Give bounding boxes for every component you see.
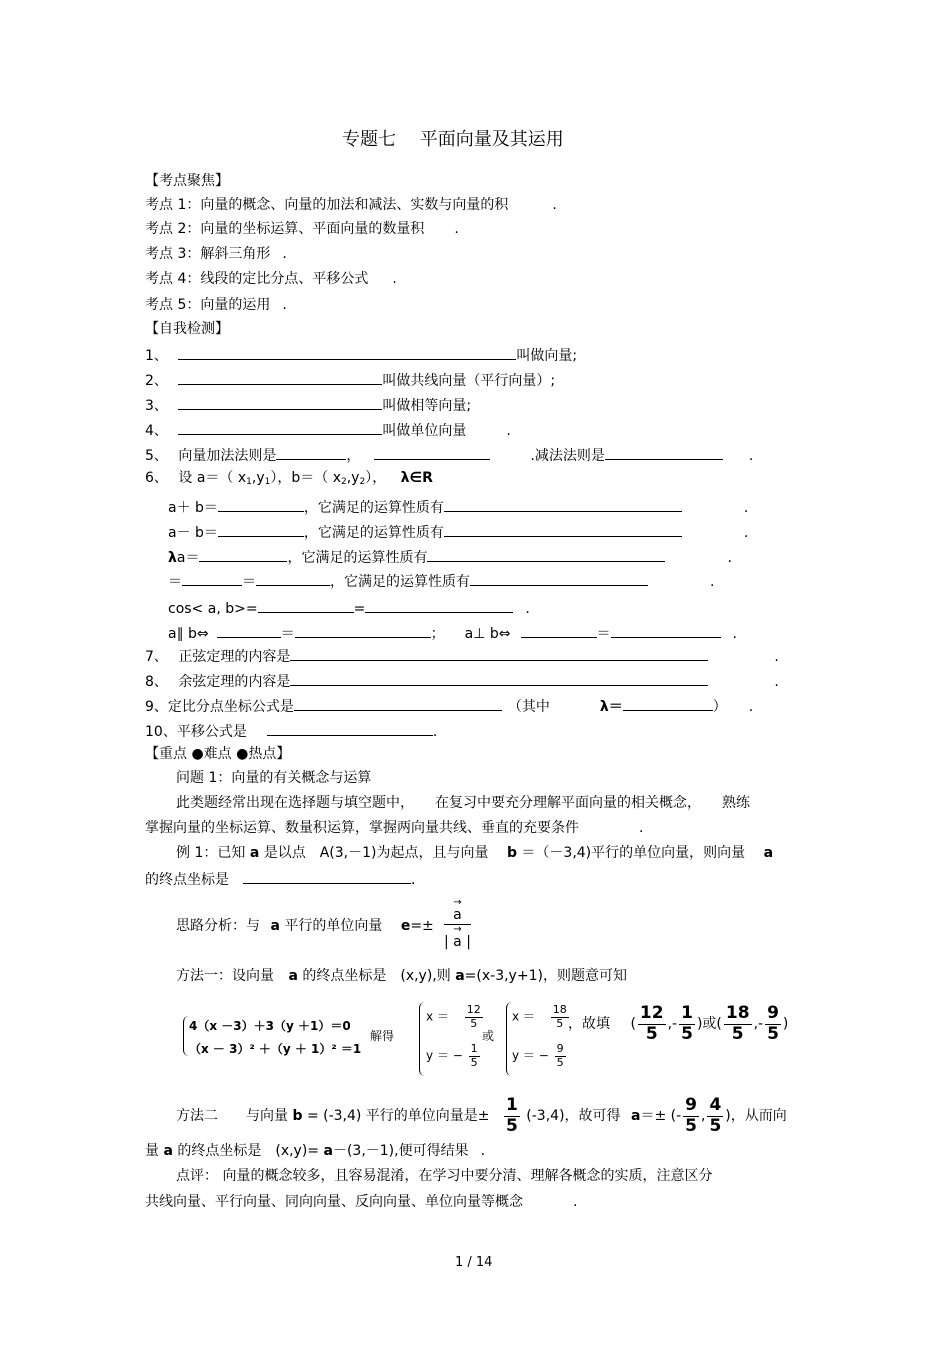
comment-line-1: 点评： 向量的概念较多，且容易混淆，在学习中要分清、理解各概念的实质，注意区分 [176, 1168, 713, 1184]
selfcheck-q2 [145, 372, 555, 388]
focus-item-2: 考点 2：向量的坐标运算、平面向量的数量积 . [145, 221, 459, 237]
blank [258, 600, 354, 613]
blank [444, 524, 682, 537]
fraction [765, 1004, 781, 1044]
frac-num: 18 [725, 1003, 750, 1023]
frac-num: 1 [506, 1095, 518, 1115]
q-text: ，它满足的运算性质有 [303, 525, 444, 541]
selfcheck-q6: 6、 设 a＝（ $x_1,y_1$），b＝（ $x_2,y_2$）， λ∈R [145, 470, 433, 487]
blank [521, 625, 597, 638]
blank [470, 573, 648, 586]
blank [267, 723, 433, 736]
q-text: ），b＝（ x [270, 470, 341, 486]
frac-num: 9 [556, 1042, 564, 1055]
fraction [683, 1096, 699, 1136]
blank [178, 422, 382, 435]
frac-den: 5 [556, 1016, 564, 1030]
frac-num: 12 [466, 1003, 481, 1016]
comment-line-2: 共线向量、平行向量、同向向量、反向向量、单位向量等概念 . [145, 1194, 578, 1210]
lambda-symbol: λ [168, 550, 177, 566]
intro-line-2: 掌握向量的坐标运算、数量积运算，掌握两向量共线、垂直的充要条件 . [145, 820, 644, 836]
frac-num: 4 [709, 1095, 722, 1115]
vector-a: a [163, 1143, 173, 1159]
blank [444, 499, 682, 512]
keypoints-heading: 【重点 ●难点 ●热点】 [145, 746, 291, 762]
vector-e: e [400, 918, 411, 934]
solution-2-x [512, 1004, 571, 1030]
x-label: x ＝ [426, 1009, 449, 1024]
ex-text: 例 1：已知 [176, 845, 246, 861]
frac-den: 5 [470, 1055, 478, 1069]
q-tail: 叫做单位向量 [382, 423, 467, 439]
vector-a: a [763, 845, 774, 861]
answer-open: ( [630, 1016, 636, 1033]
equation-2: （x － 3）² ＋（y ＋ 1）² ＝1 [189, 1042, 362, 1056]
frac-den: 5 [709, 1115, 722, 1136]
focus-item-3: 考点 3：解斜三角形 . [145, 246, 287, 262]
fraction [707, 1096, 723, 1136]
analysis-text: 平行的单位向量 [284, 918, 383, 934]
m2-text: (-3,4)，故可得 [526, 1108, 621, 1125]
focus-heading: 【考点聚焦】 [145, 173, 229, 189]
focus-item-text: 考点 4：线段的定比分点、平移公式 [145, 271, 369, 287]
q-text: a⊥ b⇔ [464, 626, 511, 642]
fraction [465, 1004, 483, 1030]
equation-1: 4（x －3）＋3（y ＋1）＝0 [189, 1019, 351, 1033]
vector-a: a [270, 918, 280, 934]
blank [217, 625, 281, 638]
fill-text: ，故填 [568, 1016, 610, 1033]
blank [374, 447, 490, 460]
q-num: 6、 [145, 470, 168, 486]
solution-2-y [512, 1043, 568, 1069]
m2-text: )，从而向 [725, 1108, 787, 1125]
fraction [638, 1004, 666, 1044]
frac-den: 5 [731, 1023, 744, 1044]
q-text: 设 a＝（ x [178, 470, 247, 486]
line-6e: cos< a, b>= = . [168, 601, 530, 617]
selfcheck-q4: 4、 叫做单位向量 . [145, 423, 511, 439]
brace-solution-1 [419, 1002, 426, 1076]
blank [365, 600, 513, 613]
frac-den: 5 [556, 1055, 564, 1069]
line-6f: a∥ b⇔ ＝ ； a⊥ b⇔ ＝ . [168, 626, 737, 642]
q-text: a＋ b＝ [168, 500, 218, 516]
vector-a: a [323, 1143, 333, 1159]
blank [178, 372, 382, 385]
y-label: y ＝ − [512, 1048, 549, 1063]
blank [178, 397, 382, 410]
selfcheck-q7: 7、 正弦定理的内容是 . [145, 649, 779, 665]
solution-1-y [426, 1043, 482, 1069]
q-num: 2、 [145, 373, 168, 389]
fraction [469, 1043, 480, 1069]
answer-sep: ,- [667, 1016, 678, 1033]
q-tail: 叫做相等向量; [382, 398, 472, 414]
focus-item-4: 考点 4：线段的定比分点、平移公式 . [145, 271, 397, 287]
q-num: 4、 [145, 423, 168, 439]
analysis-text: 思路分析：与 [176, 918, 260, 934]
focus-item-text: 考点 5：向量的运用 [145, 297, 271, 313]
ex-text: 的终点坐标是 [145, 872, 229, 888]
analysis-text: =± [410, 918, 434, 934]
selfcheck-q9: 9、定比分点坐标公式是 （其中 λ＝ ） . [145, 699, 754, 715]
unit-vector-fraction: → a → | a | [444, 897, 471, 950]
selfcheck-q3 [145, 397, 471, 413]
m1-text: 方法一：设向量 [176, 968, 274, 984]
frac-den: 5 [681, 1023, 693, 1044]
fraction [555, 1043, 566, 1069]
selfcheck-heading: 【自我检测】 [145, 321, 229, 337]
ex-text: ＝（－3,4)平行的单位向量，则向量 [521, 845, 746, 861]
m2-text: ＝± (- [640, 1108, 682, 1125]
vector-b: b [506, 845, 517, 861]
lambda-symbol: λ∈R [400, 470, 433, 486]
focus-item-text: 考点 1：向量的概念、向量的加法和减法、实数与向量的积 [145, 197, 509, 213]
frac-den: 5 [470, 1016, 478, 1030]
line-6c: λa＝ ，它满足的运算性质有 . [168, 550, 732, 566]
page-number: 1 / 14 [455, 1255, 493, 1270]
m2-text: －(3,－1),便可得结果 [332, 1143, 469, 1159]
blank [611, 625, 721, 638]
frac-den: 5 [685, 1115, 697, 1136]
q-text: cos< a, b>= [168, 601, 258, 617]
y-label: y ＝ − [426, 1048, 463, 1063]
blank [256, 573, 330, 586]
line-6a: a＋ b＝ ，它满足的运算性质有 . [168, 500, 749, 516]
blank [218, 499, 304, 512]
method-2-line-2: 量 a 的终点坐标是 (x,y)= a－(3,－1),便可得结果 . [145, 1143, 486, 1159]
q-num: 3、 [145, 398, 168, 414]
m2-text: 的终点坐标是 (x,y)= [177, 1143, 320, 1159]
blank [182, 573, 242, 586]
q-text: ，它满足的运算性质有 [330, 574, 470, 590]
answer-sep: ,- [753, 1016, 764, 1033]
blank [199, 549, 287, 562]
answer-line [568, 1004, 788, 1044]
frac-num: 12 [639, 1003, 664, 1023]
frac-num: 1 [681, 1003, 693, 1023]
q-num: 1、 [145, 348, 168, 364]
solution-1-x [426, 1004, 485, 1030]
frac-num: 9 [767, 1003, 779, 1023]
frac-num: 9 [685, 1095, 697, 1115]
problem-1-title: 问题 1：向量的有关概念与运算 [176, 770, 372, 786]
focus-item-5: 考点 5：向量的运用 . [145, 297, 287, 313]
blank [178, 347, 516, 360]
q-text: = [353, 601, 366, 617]
m1-text: 的终点坐标是 (x,y),则 [302, 968, 451, 984]
vector-a: a [288, 968, 298, 984]
q-text: （其中 [507, 699, 550, 715]
x-label: x ＝ [512, 1009, 535, 1024]
selfcheck-q10: 10、平移公式是 . [145, 724, 438, 740]
example-1-line-1 [176, 846, 773, 860]
vector-a: a [455, 968, 465, 984]
fraction [551, 1004, 569, 1030]
blank [218, 524, 304, 537]
q-text: 余弦定理的内容是 [178, 674, 291, 690]
comment-text: 共线向量、平行向量、同向向量、反向向量、单位向量等概念 [145, 1194, 523, 1210]
m2-text: , [701, 1108, 706, 1125]
q-num: 7、 [145, 649, 168, 665]
intro-text: 掌握向量的坐标运算、数量积运算，掌握两向量共线、垂直的充要条件 [145, 820, 579, 836]
line-6b: a－ b＝ ，它满足的运算性质有 . [168, 525, 749, 541]
q-tail: 叫做共线向量（平行向量）; [382, 373, 556, 389]
blank [605, 447, 723, 460]
q-text: 向量加法法则是 [178, 448, 277, 464]
q-text: ） [712, 699, 727, 715]
q-text: 正弦定理的内容是 [178, 649, 291, 665]
focus-item-text: 考点 2：向量的坐标运算、平面向量的数量积 [145, 221, 425, 237]
q-text: ＝ [280, 626, 295, 642]
q-text: 9、定比分点坐标公式是 [145, 699, 294, 715]
focus-item-1: 考点 1：向量的概念、向量的加法和减法、实数与向量的积 . [145, 197, 557, 213]
frac-den: | a | [444, 934, 471, 950]
focus-item-text: 考点 3：解斜三角形 [145, 246, 271, 262]
q-text: a－ b＝ [168, 525, 218, 541]
blank [427, 549, 665, 562]
frac-num: 1 [470, 1042, 478, 1055]
solve-label: 解得 [370, 1029, 395, 1043]
q-text: ； [430, 626, 445, 642]
q-text: ＝ [168, 574, 182, 590]
answer-or: )或( [696, 1016, 722, 1033]
blank [295, 625, 431, 638]
blank [290, 673, 708, 686]
line-6d: ＝ ＝ ，它满足的运算性质有 . [168, 574, 715, 590]
vector-a: a [631, 1108, 641, 1125]
q-text: a＝ [176, 550, 200, 566]
page-title: 专题七 平面向量及其运用 [342, 129, 564, 150]
blank [243, 871, 411, 884]
q-num: 5、 [145, 448, 168, 464]
q-text: ）， [365, 470, 387, 486]
q-text: ＝ [596, 626, 611, 642]
method-2-line [176, 1096, 787, 1136]
vector-a: a [249, 845, 260, 861]
blank [276, 447, 346, 460]
lambda-symbol: λ＝ [599, 699, 623, 715]
blank [290, 648, 708, 661]
fraction [504, 1096, 520, 1136]
intro-line-1: 此类题经常出现在选择题与填空题中， 在复习中要充分理解平面向量的相关概念， 熟练 [176, 795, 750, 811]
q-text: .减法法则是 [530, 448, 605, 464]
or-label: 或 [482, 1029, 495, 1043]
frac-den: 5 [767, 1023, 779, 1044]
q-text: ，它满足的运算性质有 [303, 500, 444, 516]
selfcheck-q5: 5、 向量加法法则是 ， .减法法则是 . [145, 448, 754, 464]
m1-text: =(x-3,y+1)，则题意可知 [464, 968, 627, 984]
q-text: ＝ [242, 574, 256, 590]
method-1-line [176, 969, 627, 983]
m2-text: 量 [145, 1143, 159, 1159]
vector-b: b [292, 1108, 303, 1125]
blank [294, 698, 502, 711]
q-text: ，它满足的运算性质有 [287, 550, 428, 566]
q-text: a∥ b⇔ [168, 626, 209, 642]
frac-den: 5 [506, 1115, 518, 1136]
selfcheck-q1 [145, 347, 577, 363]
frac-num: 18 [552, 1003, 567, 1016]
fraction [679, 1004, 695, 1044]
ex-text: 是以点 A(3,－1)为起点，且与向量 [263, 845, 489, 861]
analysis-line [176, 919, 434, 933]
blank [623, 698, 713, 711]
q-tail: 叫做向量; [516, 348, 578, 364]
m2-text: = (-3,4) 平行的单位向量是± [306, 1108, 490, 1125]
frac-num: a [444, 908, 471, 925]
answer-close: ) [782, 1016, 789, 1033]
selfcheck-q8: 8、 余弦定理的内容是 . [145, 674, 779, 690]
fraction [724, 1004, 752, 1044]
q-num: 8、 [145, 674, 168, 690]
frac-den: 5 [645, 1023, 658, 1044]
example-1-line-2: 的终点坐标是 . [145, 872, 416, 888]
m2-text: 方法二 与向量 [176, 1108, 288, 1125]
q-text: 10、平移公式是 [145, 724, 247, 740]
